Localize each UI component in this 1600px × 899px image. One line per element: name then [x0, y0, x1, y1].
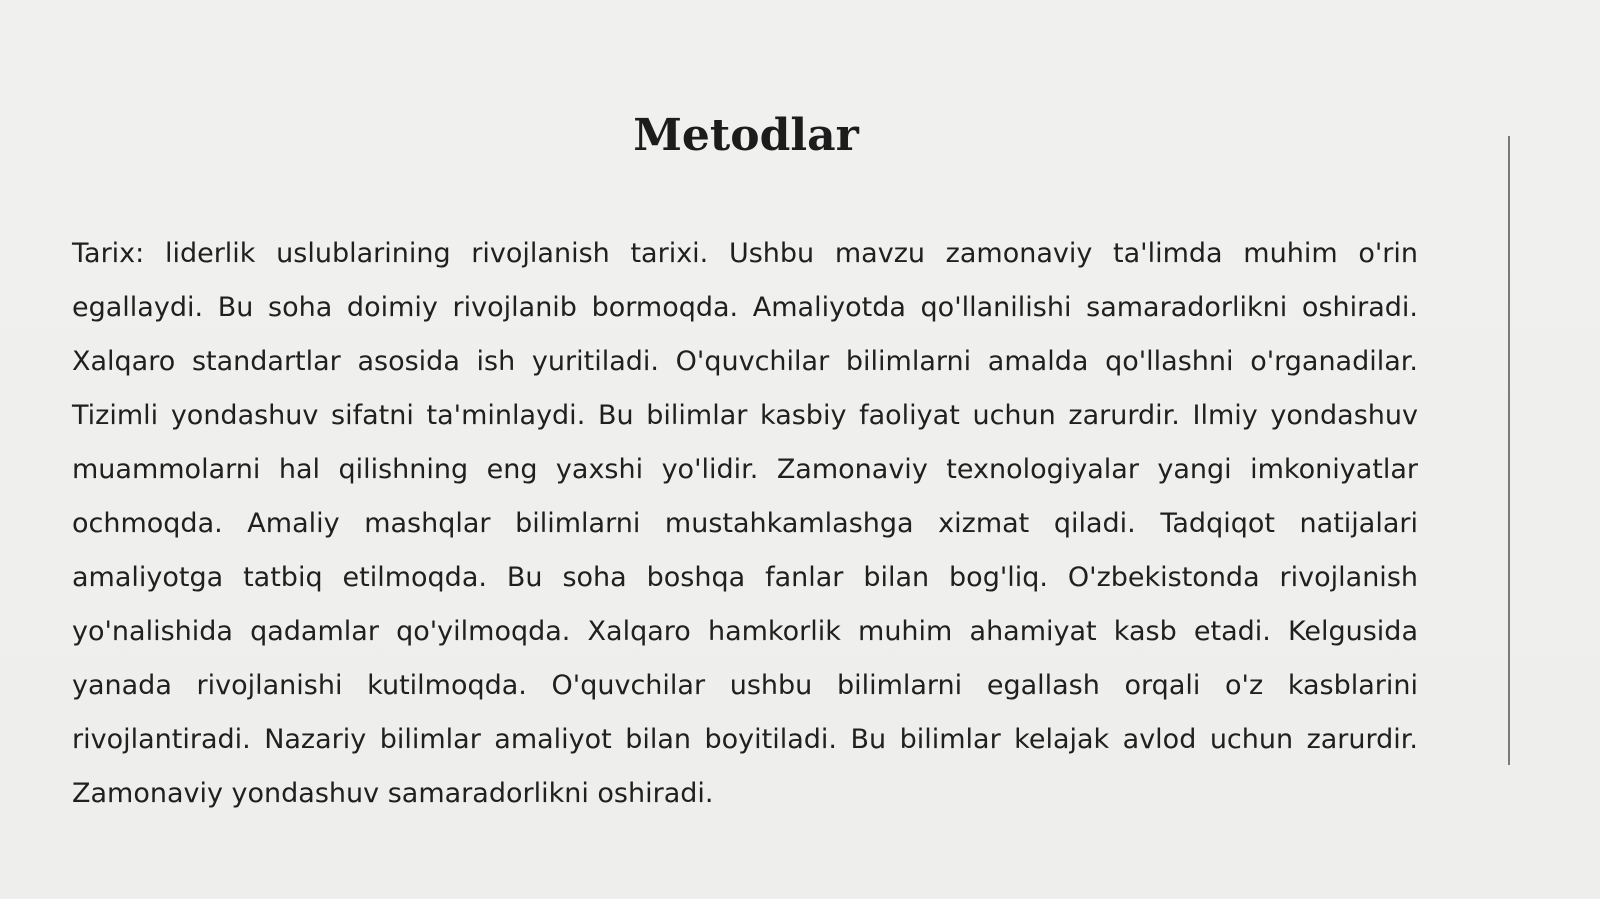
vertical-divider [1508, 136, 1510, 765]
slide-body-text: Tarix: liderlik uslublarining rivojlanish tarixi. Ushbu mavzu zamonaviy ta'limda muhim o'rin egallaydi. Bu soha doimiy rivojlanib bormoqda. Amaliyotda qo'llanilishi samaradorlikni oshiradi. Xalqaro standartlar asosida ish yuritiladi. O'quvchilar bilimlarni amalda qo'llashni o'rganadilar. Tizimli yondashuv sifatni ta'minlaydi. Bu bilimlar kasbiy faoliyat uchun zarurdir. Ilmiy yondashuv muammolarni hal qilishning eng yaxshi yo'lidir. Zamonaviy texnologiyalar yangi imkoniyatlar ochmoqda. Amaliy mashqlar bilimlarni mustahkamlashga xizmat qiladi. Tadqiqot natijalari amaliyotga tatbiq etilmoqda. Bu soha boshqa fanlar bilan bog'liq. O'zbekistonda rivojlanish yo'nalishida qadamlar qo'yilmoqda. Xalqaro hamkorlik muhim ahamiyat kasb etadi. Kelgusida yanada rivojlanishi kutilmoqda. O'quvchilar ushbu bilimlarni egallash orqali o'z kasblarini rivojlantiradi. Nazariy bilimlar amaliyot bilan boyitiladi. Bu bilimlar kelajak avlod uchun zarurdir. Zamonaviy yondashuv samaradorlikni oshiradi. [72, 238, 1418, 809]
slide-title: Metodlar [633, 110, 859, 161]
